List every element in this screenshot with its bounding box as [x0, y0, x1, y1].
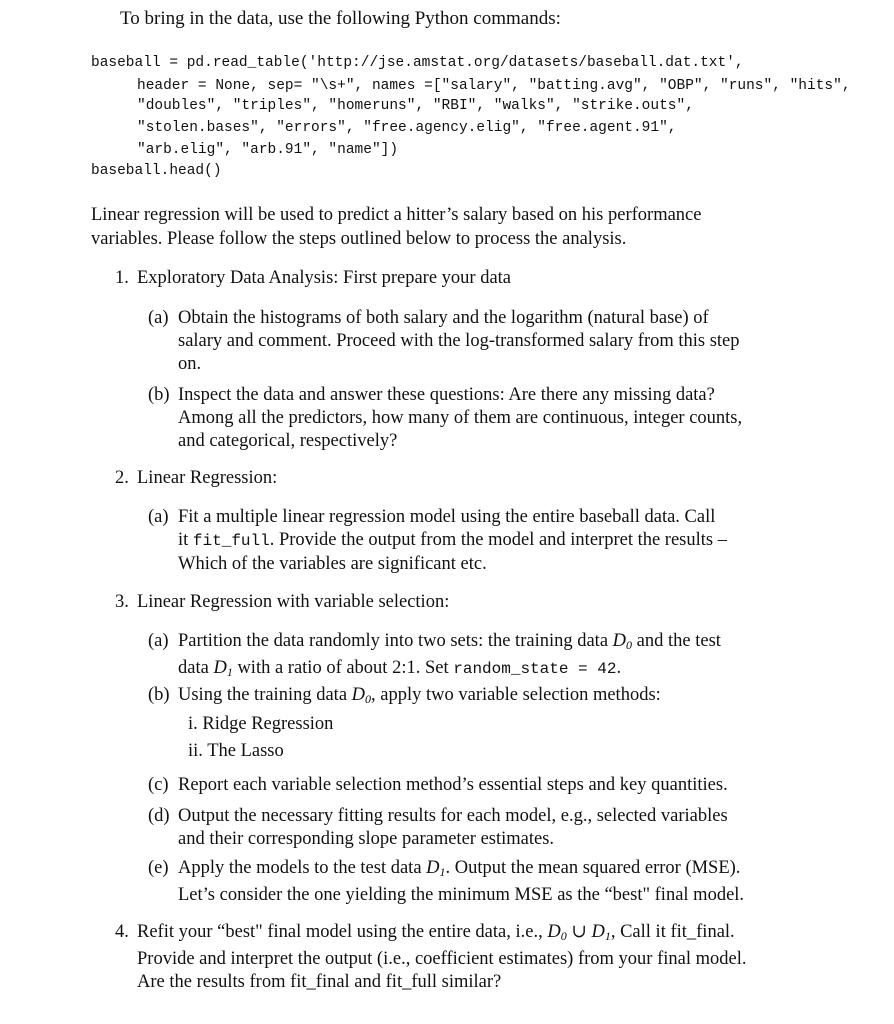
item-3a — [148, 630, 721, 684]
item-3e-line-1-start: Apply the models to the test data — [178, 858, 427, 878]
section-3-heading — [115, 592, 449, 613]
item-1a-line-1: Obtain the histograms of both salary and the logarithm (natural base) of — [178, 308, 709, 328]
math-d1-sub: 1 — [226, 665, 233, 679]
intro-paragraph-line-1: Linear regression will be used to predict a hitter’s salary based on his performance — [91, 205, 702, 225]
math-d0-b-letter: D — [351, 685, 366, 705]
item-3d — [148, 805, 728, 851]
math-union-d1 — [591, 922, 610, 942]
item-3b-text-end: , apply two variable selection methods: — [371, 685, 661, 705]
intro-paragraph — [91, 203, 701, 251]
item-3b — [148, 684, 661, 711]
code-line-4: "stolen.bases", "errors", "free.agency.elig", "free.agent.91", — [137, 120, 677, 136]
item-2a-line-3: Which of the variables are significant etc. — [178, 554, 487, 574]
item-1b — [148, 384, 742, 453]
math-d0-b-sub: 0 — [365, 692, 372, 706]
section-4-line-3: Are the results from fit_final and fit_full similar? — [137, 972, 502, 992]
item-3a-line-1-start: Partition the data randomly into two sets: the training data — [178, 631, 613, 651]
item-1b-label: (b) — [148, 385, 170, 405]
item-2a-line-2-end: . Provide the output from the model and interpret the results – — [269, 530, 727, 550]
code-line-6: baseball.head() — [91, 163, 222, 179]
item-3a-line-2-mid: with a ratio of about 2:1. Set — [232, 658, 454, 678]
section-2-number: 2. — [115, 468, 129, 488]
intro-text: To bring in the data, use the following Python commands: — [120, 8, 561, 29]
item-3a-line-1-end: and the test — [632, 631, 721, 651]
item-3b-i: i. Ridge Regression — [188, 714, 334, 734]
math-d0-sub: 0 — [626, 638, 633, 652]
item-2a-line-1: Fit a multiple linear regression model using the entire baseball data. Call — [178, 507, 716, 527]
item-1b-line-1: Inspect the data and answer these questions: Are there any missing data? — [178, 385, 715, 405]
section-4-line-2: Provide and interpret the output (i.e., coefficient estimates) from your final model. — [137, 949, 747, 969]
item-2a-line-2-start: it — [178, 530, 193, 550]
item-3d-label: (d) — [148, 806, 170, 826]
section-1-title: Exploratory Data Analysis: First prepare your data — [137, 268, 512, 288]
item-3c — [148, 775, 728, 796]
math-d0-b — [352, 685, 371, 705]
math-union-d0-sub: 0 — [560, 929, 567, 943]
item-3e — [148, 857, 744, 907]
item-3e-line-2: Let’s consider the one yielding the minimum MSE as the “best" final model. — [178, 885, 745, 905]
item-3e-label: (e) — [148, 858, 169, 878]
math-d0-d1-union — [547, 922, 566, 942]
code-line-5: "arb.elig", "arb.91", "name"]) — [137, 142, 399, 158]
math-d0 — [613, 631, 632, 651]
item-3b-label: (b) — [148, 685, 170, 705]
section-4 — [115, 921, 746, 994]
math-d1 — [213, 658, 232, 678]
section-1-number: 1. — [115, 268, 129, 288]
item-3b-ii: ii. The Lasso — [188, 741, 284, 761]
section-2-title: Linear Regression: — [137, 468, 278, 488]
section-2-heading — [115, 468, 277, 489]
item-1a-label: (a) — [148, 308, 169, 328]
item-1b-line-2: Among all the predictors, how many of them are continuous, integer counts, — [178, 408, 743, 428]
item-1a-line-2: salary and comment. Proceed with the log-transformed salary from this step — [178, 331, 740, 351]
section-1-heading — [115, 268, 511, 289]
item-3d-line-1: Output the necessary fitting results for each model, e.g., selected variables — [178, 806, 728, 826]
math-d1-e — [426, 858, 445, 878]
item-3e-line-1-end: . Output the mean squared error (MSE). — [445, 858, 741, 878]
union-symbol: ∪ — [566, 922, 592, 942]
item-3a-line-2-start: data — [178, 658, 214, 678]
math-union-d1-letter: D — [591, 922, 605, 942]
math-d1-e-letter: D — [426, 858, 440, 878]
item-1a — [148, 307, 740, 376]
code-line-3: "doubles", "triples", "homeruns", "RBI", "walks", "strike.outs", — [137, 98, 694, 114]
intro-paragraph-line-2: variables. Please follow the steps outlined below to process the analysis. — [91, 229, 627, 249]
math-d1-e-sub: 1 — [439, 865, 446, 879]
section-3-number: 3. — [115, 592, 129, 612]
item-1a-line-3: on. — [178, 354, 202, 374]
code-line-2: header = None, sep= "\s+", names =["salary", "batting.avg", "OBP", "runs", "hits", — [137, 78, 851, 94]
item-3c-label: (c) — [148, 775, 169, 795]
section-4-line-1-start: Refit your “best" final model using the entire data, i.e., — [137, 922, 548, 942]
item-3d-line-2: and their corresponding slope parameter estimates. — [178, 829, 555, 849]
item-1b-line-3: and categorical, respectively? — [178, 431, 398, 451]
item-3b-text-start: Using the training data — [178, 685, 352, 705]
item-2a-label: (a) — [148, 507, 169, 527]
item-2a — [148, 506, 727, 576]
math-union-d1-sub: 1 — [604, 929, 611, 943]
section-3-title: Linear Regression with variable selection: — [137, 592, 450, 612]
item-3c-text: Report each variable selection method’s essential steps and key quantities. — [178, 775, 728, 795]
math-union-d0-letter: D — [547, 922, 561, 942]
item-3a-label: (a) — [148, 631, 169, 651]
code-line-1: baseball = pd.read_table('http://jse.amstat.org/datasets/baseball.dat.txt', — [91, 55, 744, 71]
section-4-line-1-end: , Call it fit_final. — [610, 922, 735, 942]
section-4-number: 4. — [115, 922, 129, 942]
item-3a-line-2-end: . — [616, 658, 622, 678]
math-d0-letter: D — [612, 631, 627, 651]
fit-full-code: fit_full — [192, 532, 270, 550]
random-state-code: random_state = 42 — [453, 660, 617, 678]
math-d1-letter: D — [213, 658, 227, 678]
